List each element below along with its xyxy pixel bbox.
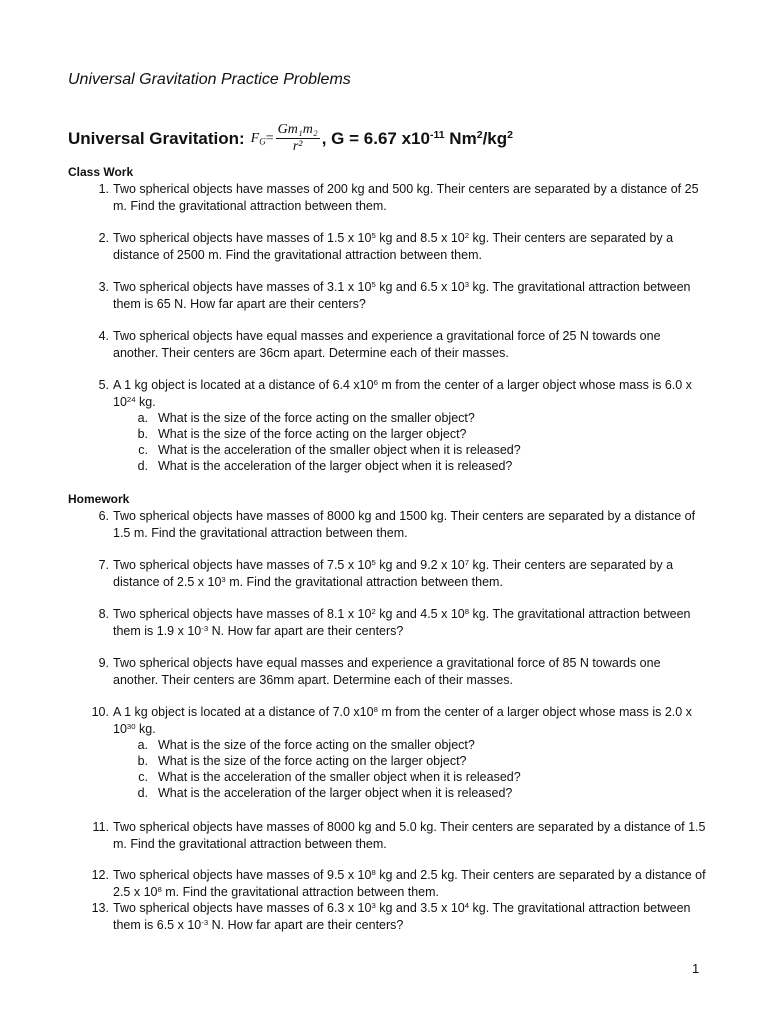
problem: 1. Two spherical objects have masses of 200 kg and 500 kg. Their centers are separated by a distance of 25 m. Find the gravitational attraction between them. xyxy=(98,182,699,213)
sub-question: b. What is the size of the force acting on the larger object? xyxy=(137,754,467,768)
problem: 12. Two spherical objects have masses of 9.5 x $10^8$ kg and 2.5 kg. Their centers are separated by a distance of 2.5 x $10^8$ m. Find the gravitational attraction between them. xyxy=(91,867,706,899)
page-number: 1 xyxy=(692,961,700,976)
formula-line xyxy=(68,122,513,155)
formula-equals: = xyxy=(265,130,274,146)
problem: 10. A 1 kg object is located at a distance of 7.0 $x10^8$ m from the center of a larger object whose mass is 2.0 x $10^{30}$ kg. xyxy=(91,704,692,736)
problem: 11. Two spherical objects have masses of 8000 kg and 5.0 kg. Their centers are separated by a distance of 1.5 m. Find the gravitational attraction between them. xyxy=(92,820,706,851)
formula-lhs: $F_G$ xyxy=(250,130,266,146)
classwork-heading: Class Work xyxy=(68,165,134,179)
sub-question: c. What is the acceleration of the smaller object when it is released? xyxy=(138,770,521,784)
problem: 5. A 1 kg object is located at a distance of 6.4 $x10^6$ m from the center of a larger object whose mass is 6.0 x $10^{24}$ kg. xyxy=(98,377,692,409)
problem: 2. Two spherical objects have masses of 1.5 x $10^5$ kg and 8.5 x $10^2$ kg. Their centers are separated by a distance of 2500 m. Find the gravitational attraction between them. xyxy=(98,230,674,262)
sub-question: d. What is the acceleration of the larger object when it is released? xyxy=(137,459,513,473)
problem: 8. Two spherical objects have masses of 8.1 x $10^2$ kg and 4.5 x $10^8$ kg. The gravitational attraction between them is 1.9 x $10^{-3}$ N. How far apart are their centers? xyxy=(98,606,691,638)
sub-question: d. What is the acceleration of the larger object when it is released? xyxy=(137,786,513,800)
problem: 4. Two spherical objects have equal masses and experience a gravitational force of 25 N towards one another. Their centers are 36cm apart. Determine each of their masses. xyxy=(98,329,661,360)
formula-fraction xyxy=(276,122,320,155)
formula-denominator: r² xyxy=(292,139,303,154)
formula-label: Universal Gravitation: xyxy=(68,128,245,148)
homework-heading: Homework xyxy=(68,492,130,506)
formula-numerator: Gm₁m₂ xyxy=(277,122,318,137)
page-title: Universal Gravitation Practice Problems xyxy=(68,71,351,88)
sub-question: a. What is the size of the force acting on the smaller object? xyxy=(137,738,475,752)
sub-question: b. What is the size of the force acting on the larger object? xyxy=(137,427,467,441)
gravitational-constant: , G = 6.67 $x10^{-11}$ $Nm^2/kg^2$ xyxy=(321,128,513,148)
problem: 7. Two spherical objects have masses of 7.5 x $10^5$ kg and 9.2 x $10^7$ kg. Their centers are separated by a distance of 2.5 x $10^3$ m. Find the gravitational attraction between them. xyxy=(98,557,674,589)
problem: 3. Two spherical objects have masses of 3.1 x $10^5$ kg and 6.5 x $10^3$ kg. The gravitational attraction between them is 65 N. How far apart are their centers? xyxy=(98,279,691,311)
problem: 6. Two spherical objects have masses of 8000 kg and 1500 kg. Their centers are separated by a distance of 1.5 m. Find the gravitational attraction between them. xyxy=(98,509,696,540)
sub-question: c. What is the acceleration of the smaller object when it is released? xyxy=(138,443,521,457)
sub-question: a. What is the size of the force acting on the smaller object? xyxy=(137,411,475,425)
problem: 9. Two spherical objects have equal masses and experience a gravitational force of 85 N towards one another. Their centers are 36mm apart. Determine each of their masses. xyxy=(98,656,661,687)
problem: 13. Two spherical objects have masses of 6.3 x $10^3$ kg and 3.5 x $10^4$ kg. The gravitational attraction between them is 6.5 x $10^{-3}$ N. How far apart are their centers? xyxy=(91,900,691,932)
